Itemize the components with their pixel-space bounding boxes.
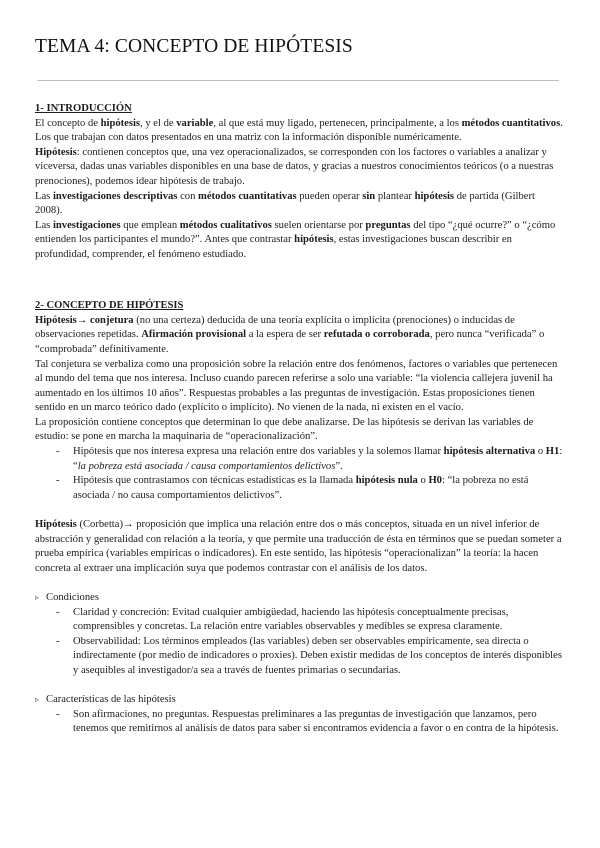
paragraph-corbetta: Hipótesis (Corbetta)→ proposición que implica una relación entre dos o más conceptos, situada en un nivel inferior de abstracción y generalidad con relación a la teoría, y que permite una traducción de ésta en términos que se puedan someter a prueba empírica (variables empíricas o indicadores). En este sentido, las hipótesis “operacionalizan” la teoría: la hacen concreta al extraer una implicación suya que podemos contrastar con el análisis de los datos.	[35, 519, 562, 574]
subheading-caracteristicas: ▹ Características de las hipótesis	[35, 693, 563, 708]
section-heading-introduccion: 1- INTRODUCCIÓN	[35, 103, 132, 114]
caracteristicas-list	[35, 708, 563, 737]
subheading-condiciones: ▹ Condiciones	[35, 591, 563, 606]
paragraph-intro-4: Las investigaciones descriptivas con métodos cuantitativas pueden operar sin plantear hipótesis de partida (Gilbert 2008).	[35, 190, 535, 217]
paragraph-intro-2: Los que trabajan con datos presentados en una matriz con la información disponible numéricamente.	[35, 132, 462, 144]
page-title: TEMA 4: CONCEPTO DE HIPÓTESIS	[35, 36, 353, 57]
list-item-h0: - Hipótesis que contrastamos con técnicas estadísticas es la llamada hipótesis nula o H0: “la pobreza no está asociada / no causa comportamientos delictivos”.	[73, 474, 563, 503]
paragraph-concepto-3: La proposición contiene conceptos que determinan lo que debe analizarse. De las hipótesis se derivan las variables de estudio: se pone en marcha la maquinaria de “operacionalización”.	[35, 416, 534, 443]
list-item-h1: - Hipótesis que nos interesa expresa una relación entre dos variables y la solemos llamar hipótesis alternativa o H1: “la pobreza está asociada / causa comportamientos delictivos”.	[73, 445, 563, 474]
title-divider	[37, 80, 559, 81]
hypothesis-types-list	[35, 445, 563, 503]
paragraph-intro-1: El concepto de hipótesis, y el de variable, al que está muy ligado, pertenecen, principalmente, a los métodos cuantitativos.	[35, 117, 563, 129]
triangle-bullet-icon: ▹	[35, 593, 40, 602]
section-heading-concepto: 2- CONCEPTO DE HIPÓTESIS	[35, 300, 184, 312]
condiciones-list	[35, 606, 563, 679]
list-item-afirmaciones: - Son afirmaciones, no preguntas. Respuestas preliminares a las preguntas de investigación que lanzamos, pero tenemos que remitirnos al análisis de datos para saber si encontramos evidencia a favor o en contra de la hipótesis.	[73, 708, 563, 737]
paragraph-concepto-2: Tal conjetura se verbaliza como una proposición sobre la relación entre dos fenómenos, factores o variables que pertenecen al mundo del tema que nos interesa. Incluso cuando parecen referirse a solo una variable: “la violencia callejera juvenil ha aumentado en los últimos 10 años”. Respuestas probables a las preguntas de investigación. Estas proposiciones tienen sentido en un marco teórico dado (explícito o implícito). No vienen de la nada, ni existen en el vacío.	[35, 358, 558, 414]
list-item-claridad: - Claridad y concreción: Evitad cualquier ambigüedad, haciendo las hipótesis conceptualmente precisas, comprensibles y concretas. La relación entre variables observables y medibles se expresa claramente.	[73, 606, 563, 635]
paragraph-intro-3: Hipótesis: contienen conceptos que, una vez operacionalizados, se corresponden con los factores o variables a analizar y viceversa, dadas unas variables disponibles en una base de datos, y gracias a nuestros conocimientos teóricos (o a nuestras prenociones), podemos idear hipótesis de trabajo.	[35, 146, 554, 187]
list-item-observabilidad: - Observabilidad: Los términos empleados (las variables) deben ser observables empíricamente, sea directa o indirectamente (por medio de indicadores o proxies). Deben existir medidas de los conceptos de interés disponibles y asequibles al investigador/a sea a través de fuentes primarias o secundarias.	[73, 635, 563, 679]
paragraph-concepto-1: Hipótesis→ conjetura (no una certeza) deducida de una teoría explícita o implícita (prenociones) o inducidas de observaciones repetidas. Afirmación provisional a la espera de ser refutada o corroborada, pero nunca “verificada” o “comprobada” definitivamente.	[35, 314, 545, 355]
triangle-bullet-icon: ▹	[35, 695, 40, 705]
paragraph-intro-5: Las investigaciones que emplean métodos cualitativos suelen orientarse por preguntas del tipo “¿qué ocurre?” o “¿cómo entienden los participantes el mundo?”. Antes que contrastar hipótesis, estas investigaciones buscan describir en profundidad, comprender, el fenómeno estudiado.	[35, 219, 556, 260]
document-body	[35, 102, 563, 737]
